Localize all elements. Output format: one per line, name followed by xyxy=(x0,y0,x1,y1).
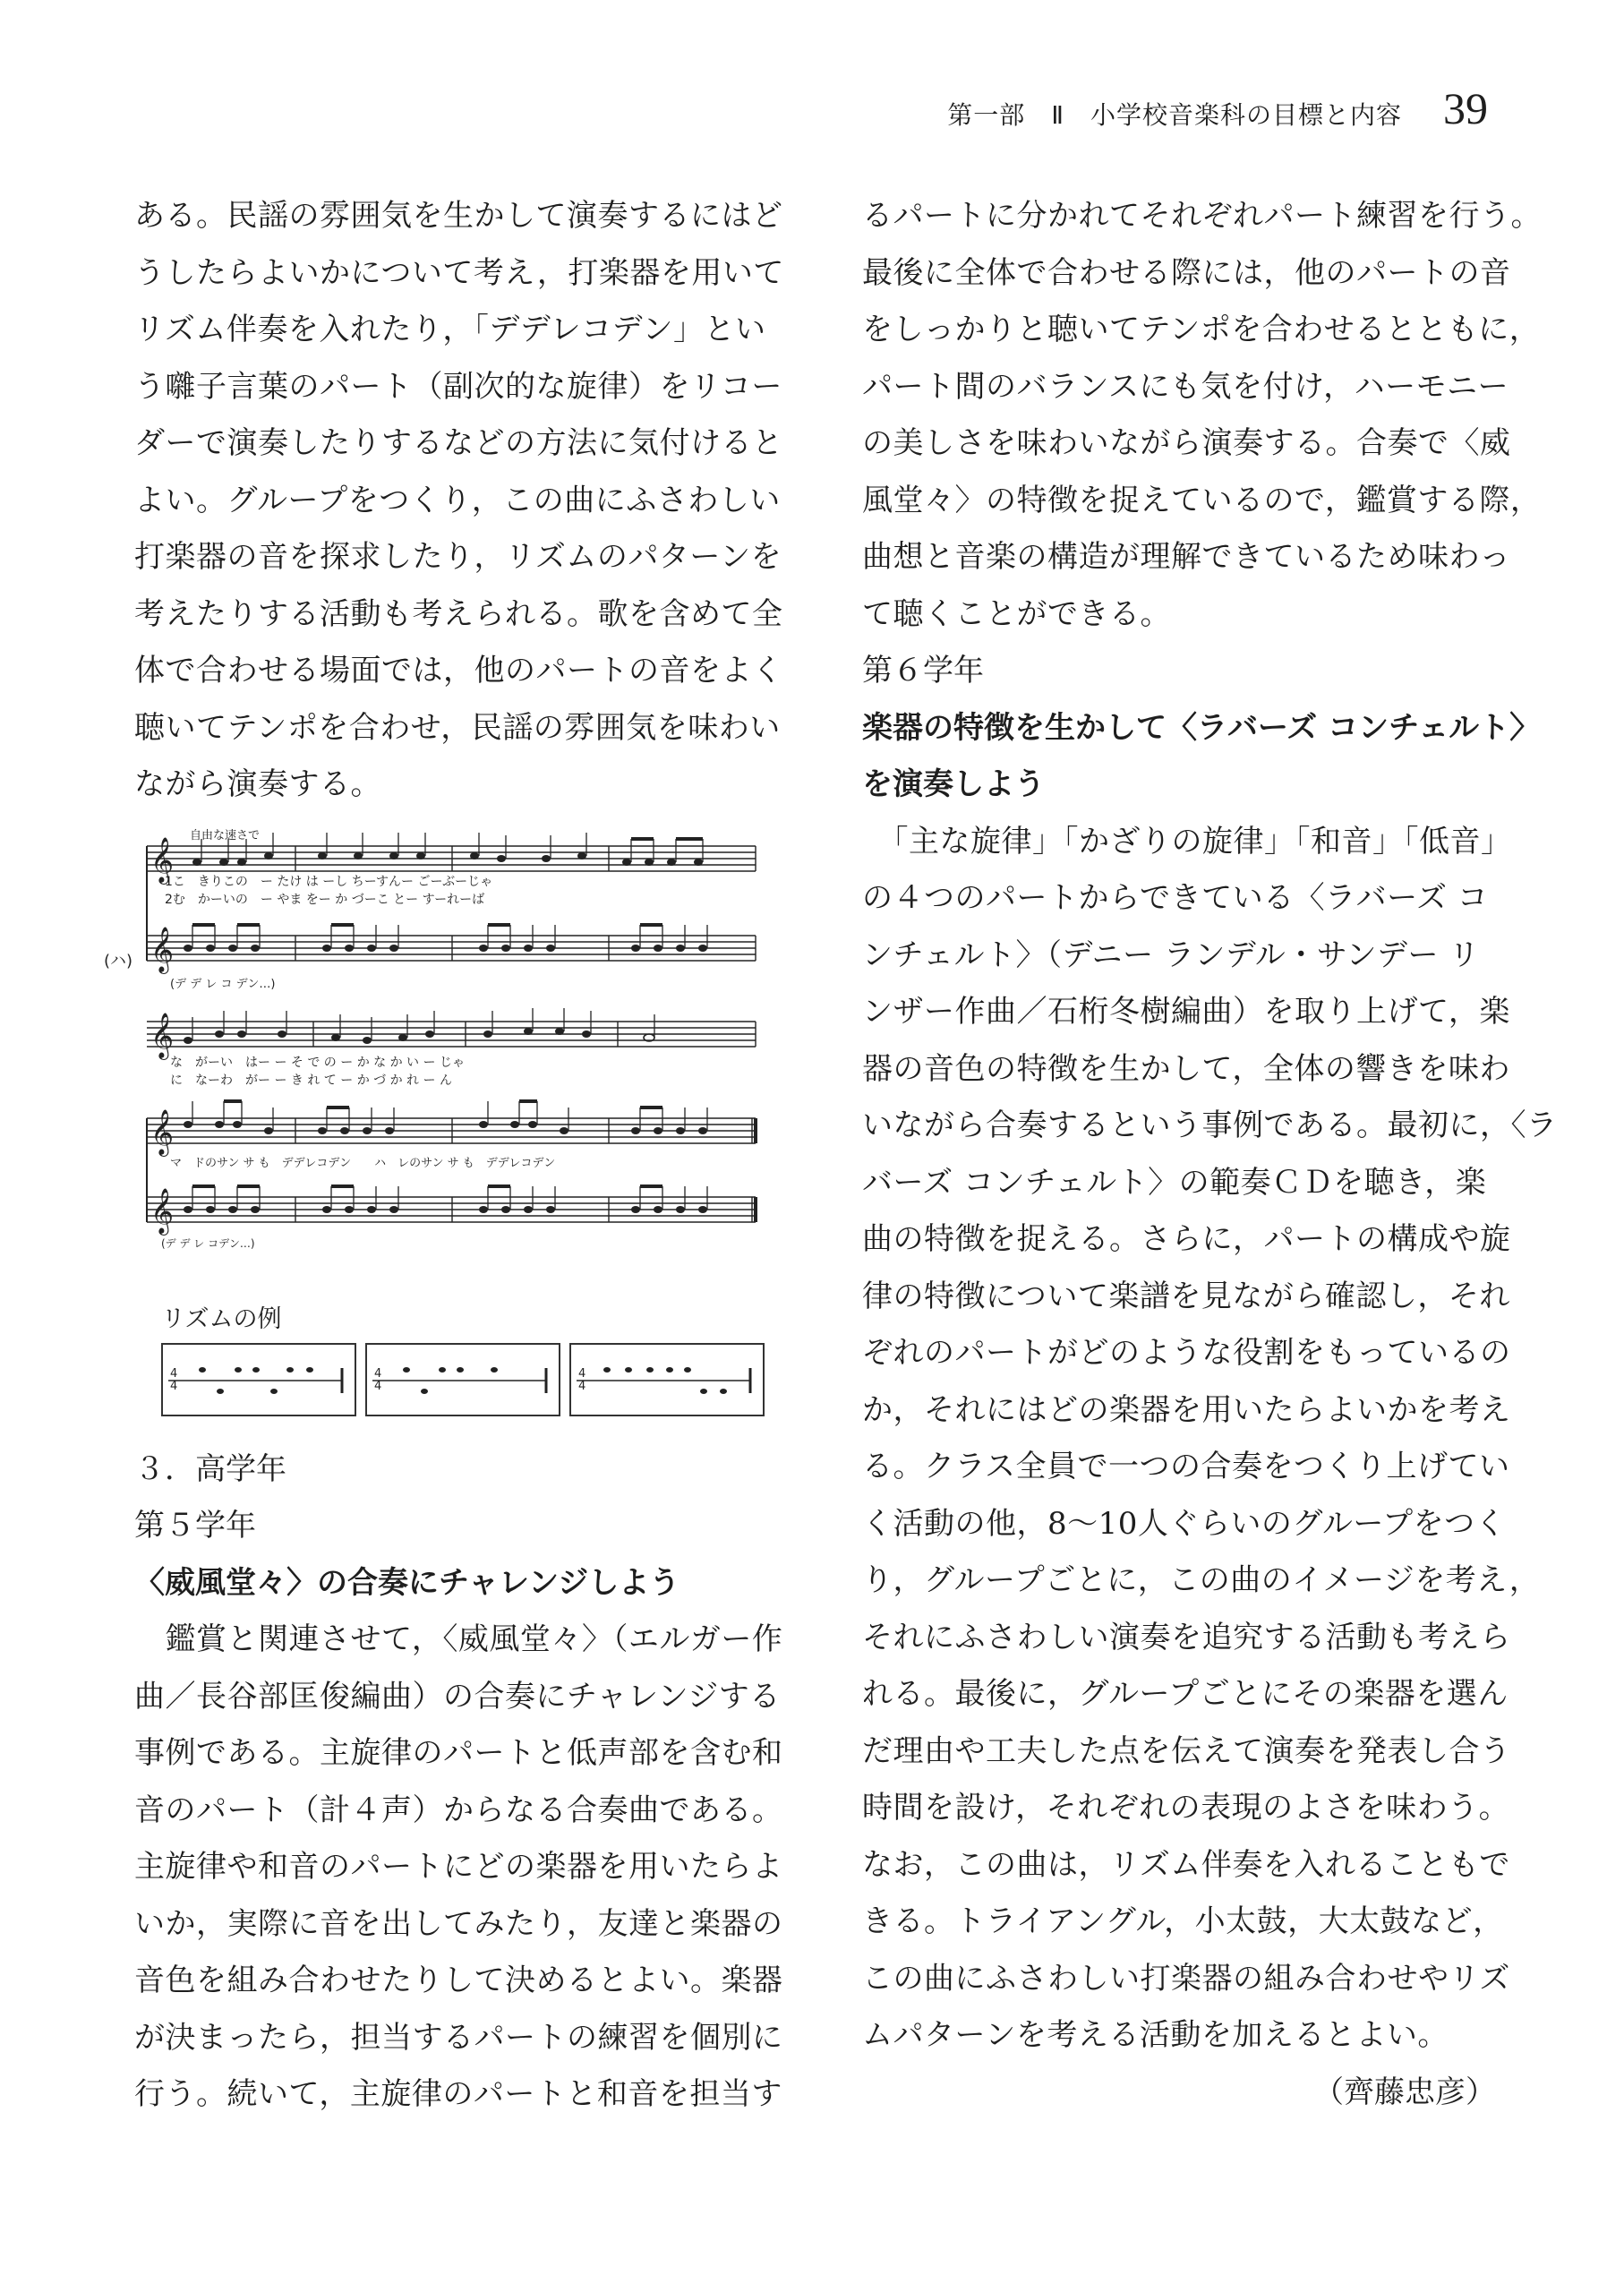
heading-grade-5: 第５学年 xyxy=(134,1508,256,1544)
text-line: が決まったら，担当するパートの練習を個別に xyxy=(134,2019,783,2056)
rhythm-example-1 xyxy=(161,1343,356,1416)
heading-grade-6-title-line-1: 楽器の特徴を生かして〈ラバーズ コンチェルト〉 xyxy=(862,709,1541,746)
text-line: 最後に全体で合わせる際には，他のパートの音 xyxy=(862,254,1511,291)
right-paragraph-2 xyxy=(862,814,1558,2065)
text-line: の４つのパートからできている〈ラバーズ コ xyxy=(862,880,1489,916)
text-line: 体で合わせる場面では，他のパートの音をよく xyxy=(134,653,783,688)
text-line: 風堂々〉の特徴を捉えているので，鑑賞する際， xyxy=(862,482,1542,518)
treble-clef-icon: 𝄞 xyxy=(150,1012,175,1058)
rhythm-example-3 xyxy=(569,1343,765,1416)
text-line: ぞれのパートがどのような役割をもっているの xyxy=(862,1335,1511,1371)
text-line: れる。最後に，グループごとにその楽器を選ん xyxy=(862,1676,1509,1712)
score-tempo: 自由な速さで xyxy=(190,828,261,842)
text-line: うしたらよいかについて考え，打楽器を用いて xyxy=(134,254,784,291)
score-lyrics-1a: 1こ きりこの ー たけ は ーし ちーすんー ごーぶーじゃ xyxy=(165,874,493,889)
text-line: ある。民謡の雰囲気を生かして演奏するにはど xyxy=(134,198,783,234)
text-line: ンチェルト〉（デニー ランデル・サンデー リ xyxy=(862,936,1480,973)
treble-clef-icon: 𝄞 xyxy=(150,1108,175,1155)
text-line: なお，この曲は，リズム伴奏を入れることもで xyxy=(862,1846,1510,1883)
treble-clef-icon: 𝄞 xyxy=(150,926,175,972)
heading-grade-6: 第６学年 xyxy=(862,653,984,688)
right-paragraph-1 xyxy=(862,188,1542,643)
svg-text:4: 4 xyxy=(170,1379,178,1393)
text-line: 主旋律や和音のパートにどの楽器を用いたらよ xyxy=(134,1849,783,1885)
text-line: ながら演奏する。 xyxy=(134,766,381,802)
left-column xyxy=(104,188,784,2124)
text-line: ムパターンを考える活動を加えるとよい。 xyxy=(862,2017,1449,2053)
treble-clef-icon: 𝄞 xyxy=(150,836,175,883)
rhythm-example-1-svg xyxy=(163,1345,355,1415)
text-line: ンザー作曲／石桁冬樹編曲）を取り上げて，楽 xyxy=(862,994,1510,1030)
text-line: 考えたりする活動も考えられる。歌を含めて全 xyxy=(134,595,783,632)
heading-upper-grades: ３．高学年 xyxy=(134,1450,286,1487)
score-hayashi-2: (デ デ レ コデン…) xyxy=(161,1236,255,1250)
left-paragraph-1 xyxy=(134,188,784,814)
text-line: パート間のバランスにも気を付け，ハーモニー xyxy=(862,368,1509,405)
text-line: か，それにはどの楽器を用いたらよいかを考え xyxy=(862,1391,1511,1428)
score-lyrics-1b: 2む かーいの ー やま をー か づーこ とー すーれーば xyxy=(165,892,485,907)
text-line: ダーで演奏したりするなどの方法に気付けると xyxy=(134,425,783,461)
author-signature: （齊藤忠彦） xyxy=(1313,2074,1496,2110)
left-paragraph-2 xyxy=(134,1612,783,2124)
text-line: 器の音色の特徴を生かして，全体の響きを味わ xyxy=(862,1050,1510,1087)
score-side-mark: (ハ) xyxy=(104,951,133,971)
svg-text:4: 4 xyxy=(374,1379,382,1393)
text-line: いながら合奏するという事例である。最初に，〈ラ xyxy=(862,1108,1558,1143)
text-line: いか，実際に音を出してみたり，友達と楽器の xyxy=(134,1905,783,1942)
text-line: 曲想と音楽の構造が理解できているため味わっ xyxy=(862,539,1511,575)
svg-text:4: 4 xyxy=(578,1379,586,1393)
running-header-section: 第一部 Ⅱ 小学校音楽科の目標と内容 xyxy=(947,100,1402,130)
heading-grade-5-title: 〈威風堂々〉の合奏にチャレンジしよう xyxy=(134,1564,680,1601)
score-lyrics-2b: に なーわ がー ー き れ て ー か づ か れ ー ん xyxy=(170,1073,452,1088)
rhythm-examples-title: リズムの例 xyxy=(161,1304,282,1333)
text-line: をしっかりと聴いてテンポを合わせるとともに， xyxy=(862,312,1541,347)
rhythm-example-2 xyxy=(365,1343,560,1416)
running-header xyxy=(947,83,1488,133)
score-lyrics-2a: な がーい はー ー そ で の ー か な か い ー じゃ xyxy=(170,1055,465,1070)
right-column xyxy=(862,188,1558,2121)
text-line: 時間を設け，それぞれの表現のよさを味わう。 xyxy=(862,1790,1510,1826)
text-line: 聴いてテンポを合わせ，民謡の雰囲気を味わい xyxy=(134,709,781,746)
text-line: リズム伴奏を入れたり，「デデレコデン」とい xyxy=(134,312,766,347)
score-lyrics-3: マ ドのサン サ も デデレコデン ハ レのサン サ も デデレコデン xyxy=(170,1156,556,1170)
music-score-svg xyxy=(104,823,768,1270)
text-line: よい。グループをつくり，この曲にふさわしい xyxy=(134,482,781,518)
text-line: り，グループごとに，この曲のイメージを考え， xyxy=(862,1562,1541,1598)
text-line: 「主な旋律」「かざりの旋律」「和音」「低音」 xyxy=(862,823,1512,860)
text-line: 事例である。主旋律のパートと低声部を含む和 xyxy=(134,1735,783,1771)
text-line: るパートに分かれてそれぞれパート練習を行う。 xyxy=(862,198,1542,234)
rhythm-example-3-svg xyxy=(571,1345,763,1415)
svg-text:4: 4 xyxy=(578,1366,586,1381)
page-number: 39 xyxy=(1443,83,1488,133)
text-line: 行う。続いて，主旋律のパートと和音を担当す xyxy=(134,2076,782,2112)
text-line: だ理由や工夫した点を伝えて演奏を発表し合う xyxy=(862,1732,1511,1769)
svg-text:4: 4 xyxy=(374,1366,382,1381)
text-line: 曲／長谷部匡俊編曲）の合奏にチャレンジする xyxy=(134,1678,781,1715)
heading-grade-6-title-line-2: を演奏しよう xyxy=(862,766,1045,802)
text-line: く活動の他，8〜10人ぐらいのグループをつく xyxy=(862,1505,1507,1542)
svg-text:4: 4 xyxy=(170,1366,178,1381)
text-line: 音のパート（計４声）からなる合奏曲である。 xyxy=(134,1792,783,1828)
text-line: 鑑賞と関連させて，〈威風堂々〉（エルガー作 xyxy=(134,1621,783,1657)
text-line: 音色を組み合わせたりして決めるとよい。楽器 xyxy=(134,1963,783,1998)
text-line: の美しさを味わいながら演奏する。合奏で〈威 xyxy=(862,425,1511,461)
text-line: 曲の特徴を捉える。さらに，パートの構成や旋 xyxy=(862,1221,1511,1257)
rhythm-example-2-svg xyxy=(367,1345,559,1415)
text-line: て聴くことができる。 xyxy=(862,595,1171,632)
text-line: 律の特徴について楽譜を見ながら確認し，それ xyxy=(862,1278,1510,1314)
rhythm-examples xyxy=(161,1343,768,1416)
music-score xyxy=(104,823,768,1416)
text-line: 打楽器の音を探求したり，リズムのパターンを xyxy=(134,539,782,575)
text-line: う囃子言葉のパート（副次的な旋律）をリコー xyxy=(134,368,782,405)
text-line: きる。トライアングル，小太鼓，大太鼓など， xyxy=(862,1903,1504,1939)
text-line: る。クラス全員で一つの合奏をつくり上げてい xyxy=(862,1449,1510,1484)
treble-clef-icon: 𝄞 xyxy=(150,1187,175,1234)
text-line: それにふさわしい演奏を追究する活動も考えら xyxy=(862,1619,1511,1655)
text-line: バーズ コンチェルト〉の範奏ＣＤを聴き，楽 xyxy=(862,1164,1487,1201)
text-line: この曲にふさわしい打楽器の組み合わせやリズ xyxy=(862,1960,1510,1997)
score-hayashi-1: (デ デ レ コ デン…) xyxy=(170,977,276,991)
